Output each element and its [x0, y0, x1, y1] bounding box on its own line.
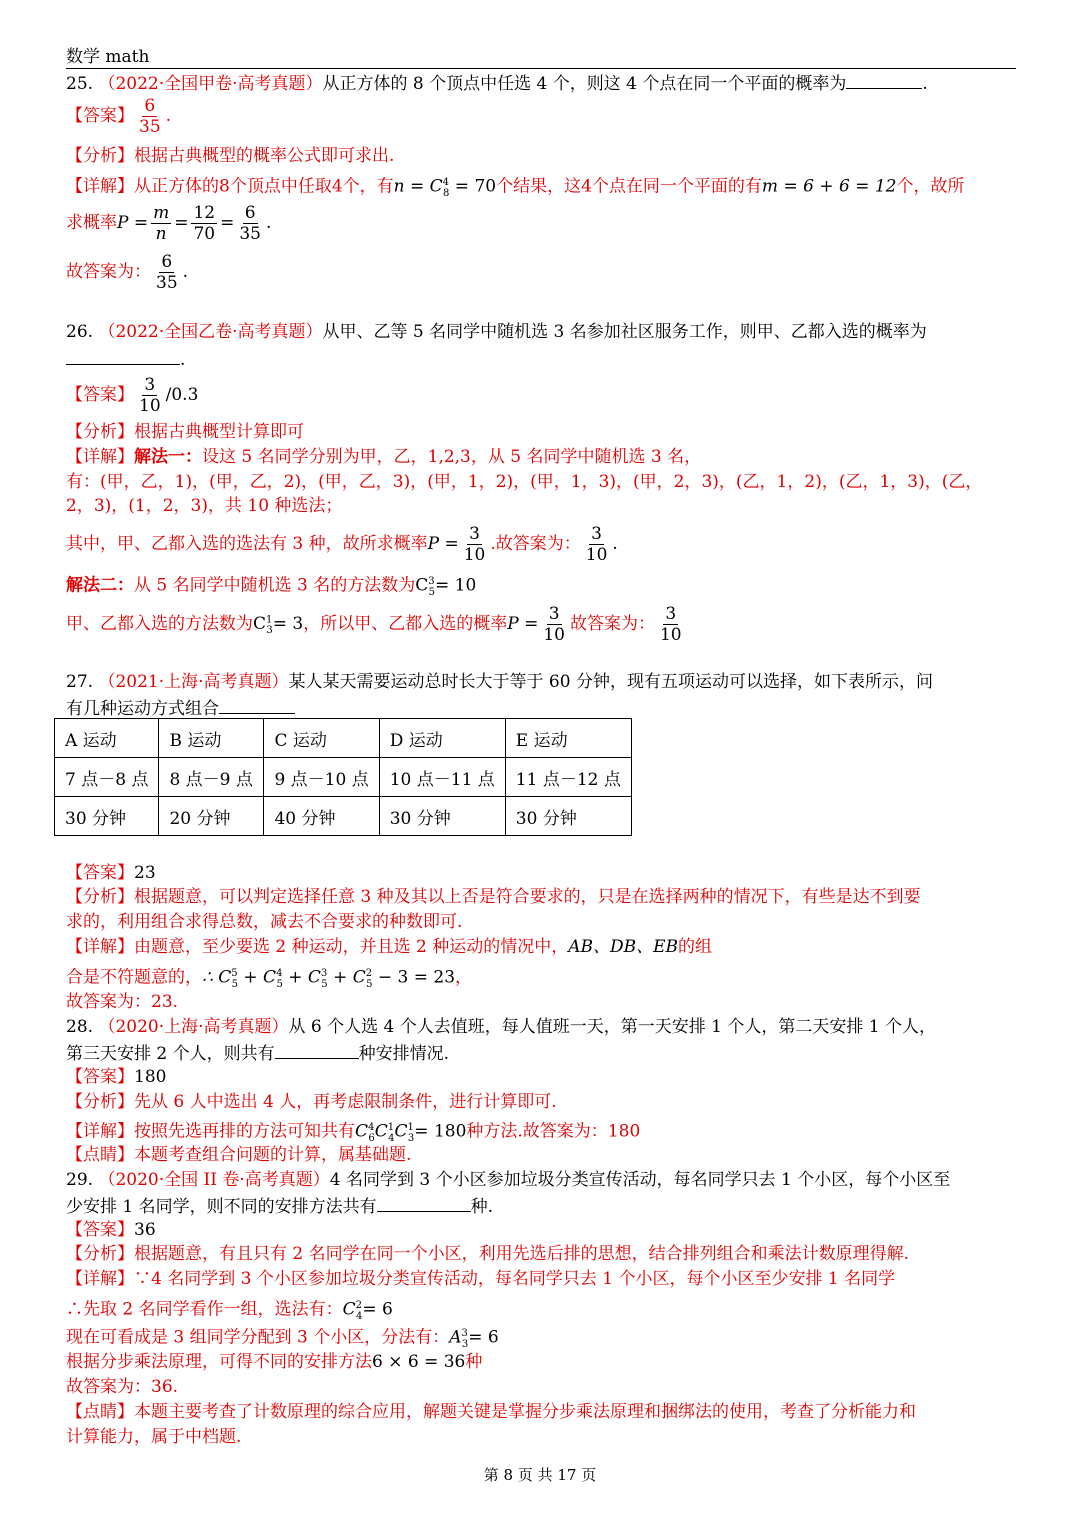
- q26-stem: 26. （2022·全国乙卷·高考真题）从甲、乙等 5 名同学中随机选 3 名参加社区服务工作，则甲、乙都入选的概率为: [66, 322, 927, 342]
- q26-detail-line4: 其中，甲、乙都入选的选法有 3 种，故所求概率P = $\frac{3}{10}$ .故答案为： $\frac{3}{10}$ .: [66, 524, 618, 565]
- q29-source: （2020·全国 II 卷·高考真题）: [98, 1170, 330, 1190]
- q29-answer: 【答案】36: [66, 1220, 156, 1240]
- q29-final: 故答案为：36.: [66, 1377, 179, 1397]
- q28-answer-blank: [275, 1040, 359, 1059]
- q28-comment: 【点睛】本题考查组合问题的计算，属基础题.: [66, 1145, 412, 1165]
- q26-stem-line2: .: [66, 346, 185, 372]
- q28-stem-line2: 第三天安排 2 个人，则共有 种安排情况.: [66, 1040, 449, 1066]
- q29-comment-line1: 【点睛】本题主要考查了计数原理的综合应用，解题关键是掌握分步乘法原理和捆绑法的使用，考查了分析能力和: [66, 1402, 916, 1422]
- q29-analysis: 【分析】根据题意，有且只有 2 名同学在同一个小区，利用先选后排的思想，结合排列组合和乘法计数原理得解.: [66, 1244, 910, 1264]
- q27-stem: 27. （2021·上海·高考真题）某人某天需要运动总时长大于等于 60 分钟，现有五项运动可以选择，如下表所示，问: [66, 672, 933, 692]
- q29-detail-line2: ∴先取 2 名同学看作一组，选法有：$C^2_4= 6$: [66, 1299, 393, 1323]
- q27-answer: 【答案】23: [66, 863, 156, 883]
- table-row: 7 点－8 点 8 点－9 点 9 点－10 点 10 点－11 点 11 点－12 点: [55, 758, 632, 797]
- q27-detail-line2: 合是不符题意的，∴ $C^5_5 + C^4_5 + C^3_5 + C^2_5 - 3 = 23$，: [66, 967, 473, 991]
- q26-detail-line1: 【详解】解法一：设这 5 名同学分别为甲，乙，1,2,3，从 5 名同学中随机选 3 名，: [66, 447, 702, 467]
- q28-stem: 28. （2020·上海·高考真题）从 6 个人选 4 个人去值班，每人值班一天，第一天安排 1 个人，第二天安排 1 个人，: [66, 1017, 937, 1037]
- q28-source: （2020·上海·高考真题）: [98, 1017, 289, 1037]
- exercise-schedule-table: [54, 718, 632, 836]
- q25-answer-blank: [846, 70, 922, 89]
- q29-comment-line2: 计算能力，属于中档题.: [66, 1427, 242, 1447]
- q27-answer-blank: [219, 695, 295, 714]
- q29-detail-line1: 【详解】∵4 名同学到 3 个小区参加垃圾分类宣传活动，每名同学只去 1 个小区，每个小区至少安排 1 名同学: [66, 1269, 896, 1289]
- q27-final: 故答案为：23.: [66, 992, 179, 1012]
- q25-detail-line2: 求概率P = $\frac{m}{n}$ = $\frac{12}{70}$ = $\frac{6}{35}$ .: [66, 203, 272, 244]
- table-row: 30 分钟 20 分钟 40 分钟 30 分钟 30 分钟: [55, 797, 632, 836]
- q26-answer: 【答案】 $\frac{3}{10}$ /0.3: [66, 375, 199, 416]
- q25-detail-line1: 【详解】从正方体的8个顶点中任取4个，有$n = C^4_8 = 70$个结果，这4个点在同一个平面的有m = 6 + 6 = 12个，故所: [66, 176, 965, 200]
- q28-detail: 【详解】按照先选再排的方法可知共有$C^4_6C^1_4C^1_3= 180$种方法.故答案为：180: [66, 1121, 641, 1145]
- q26-detail-line2: 有：(甲，乙，1)，(甲，乙，2)，(甲，乙，3)，(甲，1，2)，(甲，1，3)，(甲，2，3)，(乙，1，2)，(乙，1，3)，(乙，: [66, 472, 983, 492]
- q27-source: （2021·上海·高考真题）: [98, 672, 289, 692]
- q26-answer-blank: [66, 346, 180, 365]
- q25-answer: 【答案】 $\frac{6}{35}$ .: [66, 96, 172, 137]
- page-header: [66, 42, 1016, 69]
- q25-analysis: 【分析】根据古典概型的概率公式即可求出.: [66, 146, 395, 166]
- q29-detail-line3: 现在可看成是 3 组同学分配到 3 个小区，分法有：$A^3_3= 6$: [66, 1327, 499, 1351]
- q29-detail-line4: 根据分步乘法原理，可得不同的安排方法6 × 6 = 36种: [66, 1352, 483, 1372]
- table-row: A 运动 B 运动 C 运动 D 运动 E 运动: [55, 719, 632, 758]
- q26-detail-line6: 甲、乙都入选的方法数为$C^1_3= 3$，所以甲、乙都入选的概率P = $\frac{3}{10}$ 故答案为： $\frac{3}{10}$: [66, 604, 682, 645]
- q26-analysis: 【分析】根据古典概型计算即可: [66, 422, 304, 442]
- q27-stem-line2: 有几种运动方式组合: [66, 695, 295, 721]
- q29-answer-blank: [377, 1193, 471, 1212]
- q28-analysis: 【分析】先从 6 人中选出 4 人，再考虑限制条件，进行计算即可.: [66, 1092, 557, 1112]
- q25-stem: 25. （2022·全国甲卷·高考真题）从正方体的 8 个顶点中任选 4 个，则这 4 个点在同一个平面的概率为 .: [66, 70, 928, 96]
- header-title: 数学 math: [66, 47, 150, 67]
- page-number: 第 8 页 共 17 页: [483, 1466, 597, 1484]
- q25-answer-fraction: $\frac{6}{35}$: [139, 96, 161, 137]
- q28-answer: 【答案】180: [66, 1067, 167, 1087]
- q26-source: （2022·全国乙卷·高考真题）: [98, 322, 323, 342]
- q27-analysis-line1: 【分析】根据题意，可以判定选择任意 3 种及其以上否是符合要求的，只是在选择两种的情况下，有些是达不到要: [66, 887, 921, 907]
- q26-detail-line3: 2，3)，(1，2，3)，共 10 种选法；: [66, 496, 343, 516]
- q25-source: （2022·全国甲卷·高考真题）: [98, 74, 323, 94]
- q27-detail-line1: 【详解】由题意，至少要选 2 种运动，并且选 2 种运动的情况中，AB、DB、EB的组: [66, 937, 713, 957]
- q25-final: 故答案为： $\frac{6}{35}$ .: [66, 252, 189, 293]
- q29-stem-line2: 少安排 1 名同学，则不同的安排方法共有 种.: [66, 1193, 493, 1219]
- q29-stem: 29. （2020·全国 II 卷·高考真题）4 名同学到 3 个小区参加垃圾分类宣传活动，每名同学只去 1 个小区，每个小区至: [66, 1170, 951, 1190]
- q27-analysis-line2: 求的，利用组合求得总数，减去不合要求的种数即可.: [66, 912, 463, 932]
- q26-detail-line5: 解法二：从 5 名同学中随机选 3 名的方法数为$C^3_5= 10$: [66, 575, 477, 599]
